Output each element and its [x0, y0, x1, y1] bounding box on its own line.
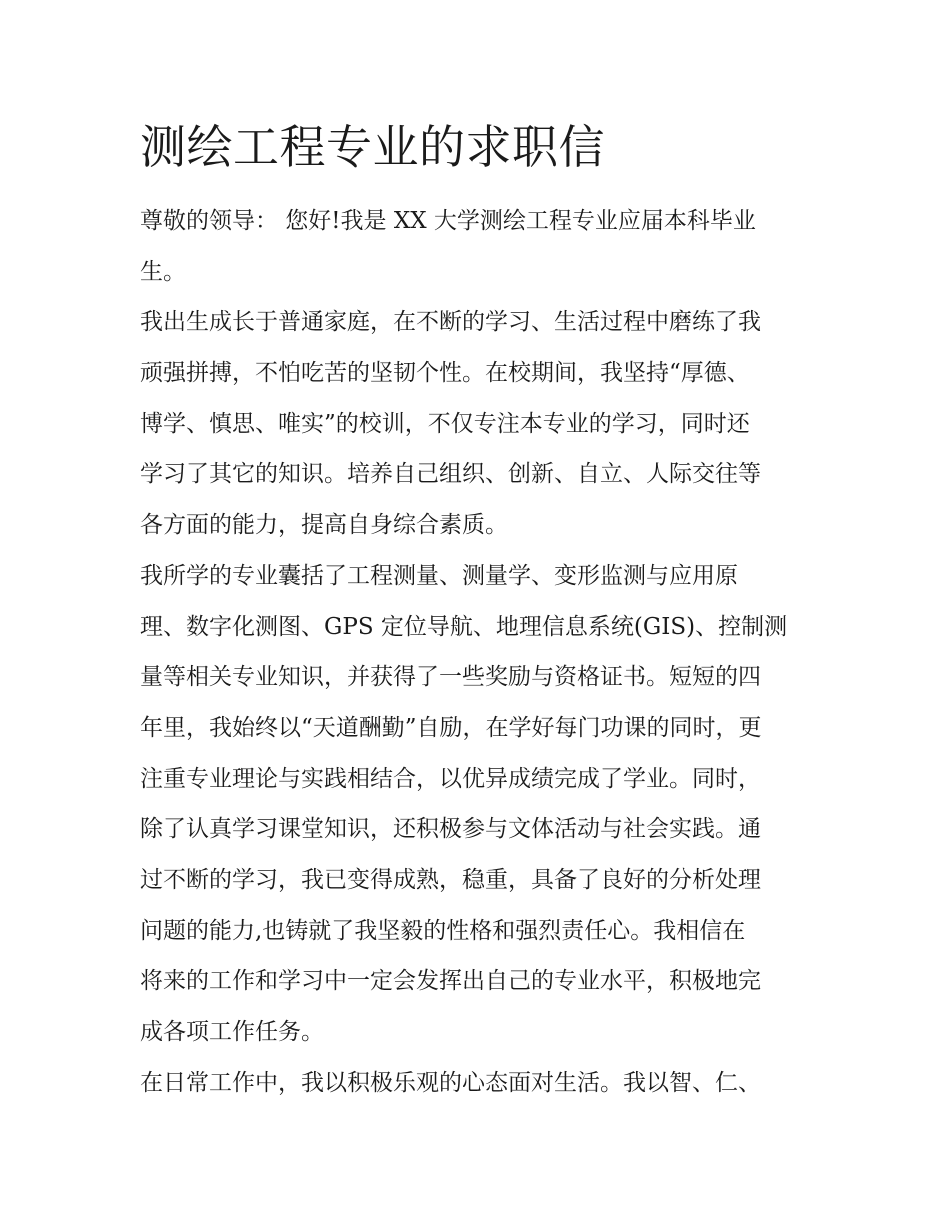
- text-line: 尊敬的领导： 您好!我是 XX 大学测绘工程专业应届本科毕业: [140, 208, 756, 234]
- text-line: 问题的能力,也铸就了我坚毅的性格和强烈责任心。我相信在: [140, 917, 746, 944]
- text-line: 学习了其它的知识。培养自己组织、创新、自立、人际交往等: [140, 461, 761, 488]
- page-title: 测绘工程专业的求职信: [140, 120, 605, 174]
- text-line: 除了认真学习课堂知识，还积极参与文体活动与社会实践。通: [140, 816, 761, 843]
- paragraph-greeting: [140, 196, 820, 297]
- text-line: 生。: [140, 258, 186, 285]
- text-line: 顽强拼搏，不怕吃苦的坚韧个性。在校期间，我坚持“厚德、: [140, 360, 750, 387]
- text-line: 博学、慎思、唯实”的校训，不仅专注本专业的学习，同时还: [140, 410, 750, 437]
- text-line: 量等相关专业知识，并获得了一些奖励与资格证书。短短的四: [140, 664, 761, 691]
- paragraph-education: [140, 551, 820, 1058]
- text-line: 过不断的学习，我已变得成熟，稳重，具备了良好的分析处理: [140, 866, 761, 893]
- text-line: 各方面的能力，提高自身综合素质。: [140, 512, 508, 539]
- text-line: 成各项工作任务。: [140, 1019, 324, 1045]
- text-line: 理、数字化测图、GPS 定位导航、地理信息系统(GIS)、控制测: [140, 613, 788, 640]
- text-line: 在日常工作中，我以积极乐观的心态面对生活。我以智、仁、: [140, 1069, 761, 1096]
- text-line: 年里，我始终以“天道酬勤”自励，在学好每门功课的同时，更: [140, 714, 762, 741]
- text-line: 将来的工作和学习中一定会发挥出自己的专业水平，积极地完: [140, 968, 761, 995]
- text-line: 我出生成长于普通家庭，在不断的学习、生活过程中磨练了我: [140, 309, 761, 336]
- letter-body: [140, 196, 820, 1108]
- paragraph-background: [140, 297, 820, 550]
- paragraph-daily-work: [140, 1058, 820, 1109]
- text-line: 注重专业理论与实践相结合，以优异成绩完成了学业。同时，: [140, 765, 761, 792]
- text-line: 我所学的专业囊括了工程测量、测量学、变形监测与应用原: [140, 562, 738, 589]
